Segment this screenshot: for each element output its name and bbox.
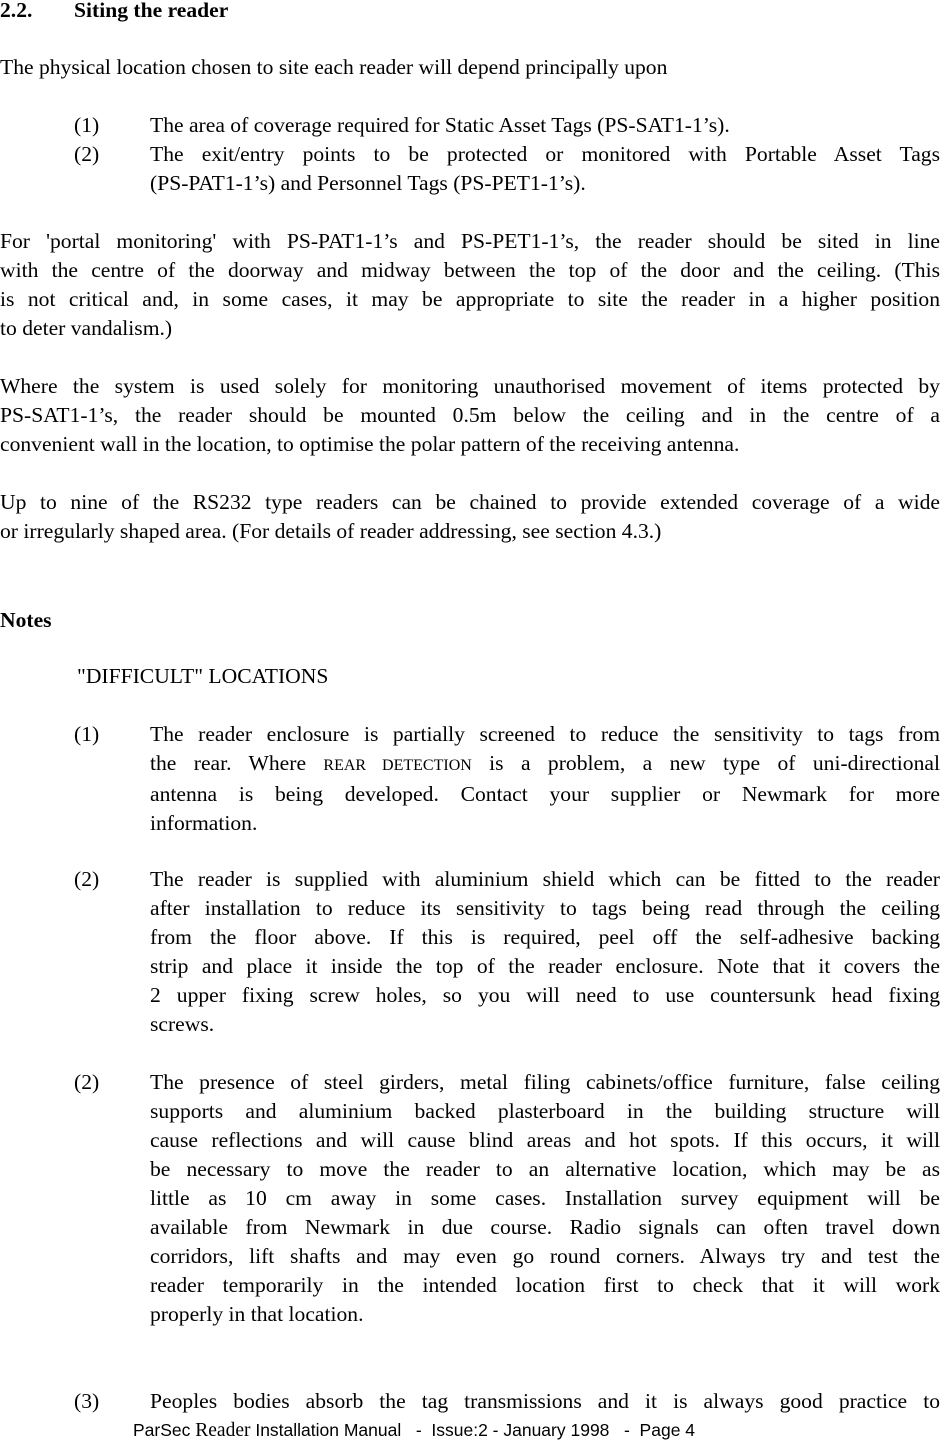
text-line: properly in that location. [150,1302,364,1326]
text-line: (PS-PAT1-1’s) and Personnel Tags (PS-PET1-1’s). [150,171,586,195]
note-4-text [150,1387,940,1416]
footer-reader-word: Reader [195,1420,251,1441]
text-line: corridors, lift shafts and may even go round corners. Always try and test the [150,1244,940,1268]
text-line: available from Newmark in due course. Radio signals can often travel down [150,1215,940,1239]
text-line: The reader is supplied with aluminium shield which can be fitted to the reader [150,867,940,891]
text-line: or irregularly shaped area. (For details of reader addressing, see section 4.3.) [0,519,662,543]
notes-heading: Notes [0,608,52,632]
text-line: information. [150,811,258,835]
note-3-text [150,1068,940,1329]
text-line: with the centre of the doorway and midway between the top of the door and the ceiling. (This [0,258,940,282]
portal-monitoring-paragraph [0,227,940,343]
page-footer: ParSec Reader Installation Manual - Issue:2 - January 1998 - Page 4 [133,1420,696,1441]
text-line: convenient wall in the location, to optimise the polar pattern of the receiving antenna. [0,432,740,456]
text-line: supports and aluminium backed plasterboard in the building structure will [150,1099,940,1123]
text-line: Up to nine of the RS232 type readers can be chained to provide extended coverage of a wide [0,490,940,514]
note-2-number: (2) [74,867,100,891]
criterion-2-text [150,140,940,198]
text-line: Peoples bodies absorb the tag transmissions and it is always good practice to [150,1389,940,1413]
chaining-paragraph [0,488,940,546]
text-line: after installation to reduce its sensitivity to tags being read through the ceiling [150,896,940,920]
text-line: screws. [150,1012,215,1036]
criterion-2-number: (2) [74,142,100,166]
text-line: the rear. Where REAR DETECTION is a problem, a new type of uni-directional [150,751,940,775]
text-line: The exit/entry points to be protected or monitored with Portable Asset Tags [150,142,940,166]
intro-paragraph: The physical location chosen to site each reader will depend principally upon [0,55,668,79]
note-1-text [150,720,940,838]
notes-subtitle: "DIFFICULT" LOCATIONS [77,664,329,688]
note-4-number: (3) [74,1389,100,1413]
text-line: to deter vandalism.) [0,316,173,340]
note-2-text [150,865,940,1039]
rear-detection-term: REAR DETECTION [323,757,472,774]
text-line: strip and place it inside the top of the reader enclosure. Note that it covers the [150,954,940,978]
criterion-1-text: The area of coverage required for Static Asset Tags (PS-SAT1-1’s). [150,113,730,137]
text-line: little as 10 cm away in some cases. Installation survey equipment will be [150,1186,940,1210]
section-title: Siting the reader [74,0,229,22]
text-line: For 'portal monitoring' with PS-PAT1-1’s and PS-PET1-1’s, the reader should be sited in line [0,229,940,253]
text-line: The presence of steel girders, metal filing cabinets/office furniture, false ceiling [150,1070,940,1094]
text-line: is not critical and, in some cases, it may be appropriate to site the reader in a higher position [0,287,940,311]
criterion-1-number: (1) [74,113,100,137]
text-line: 2 upper fixing screw holes, so you will need to use countersunk head fixing [150,983,940,1007]
text-line: reader temporarily in the intended location first to check that it will work [150,1273,940,1297]
static-monitoring-paragraph [0,372,940,459]
note-1-number: (1) [74,722,100,746]
text-line: Where the system is used solely for monitoring unauthorised movement of items protected by [0,374,940,398]
text-line: from the floor above. If this is required, peel off the self-adhesive backing [150,925,940,949]
text-line: antenna is being developed. Contact your supplier or Newmark for more [150,782,940,806]
text-line: PS-SAT1-1’s, the reader should be mounted 0.5m below the ceiling and in the centre of a [0,403,940,427]
note-3-number: (2) [74,1070,100,1094]
text-line: cause reflections and will cause blind areas and hot spots. If this occurs, it will [150,1128,940,1152]
text-line: The reader enclosure is partially screened to reduce the sensitivity to tags from [150,722,940,746]
section-number: 2.2. [0,0,33,22]
text-line: be necessary to move the reader to an alternative location, which may be as [150,1157,940,1181]
